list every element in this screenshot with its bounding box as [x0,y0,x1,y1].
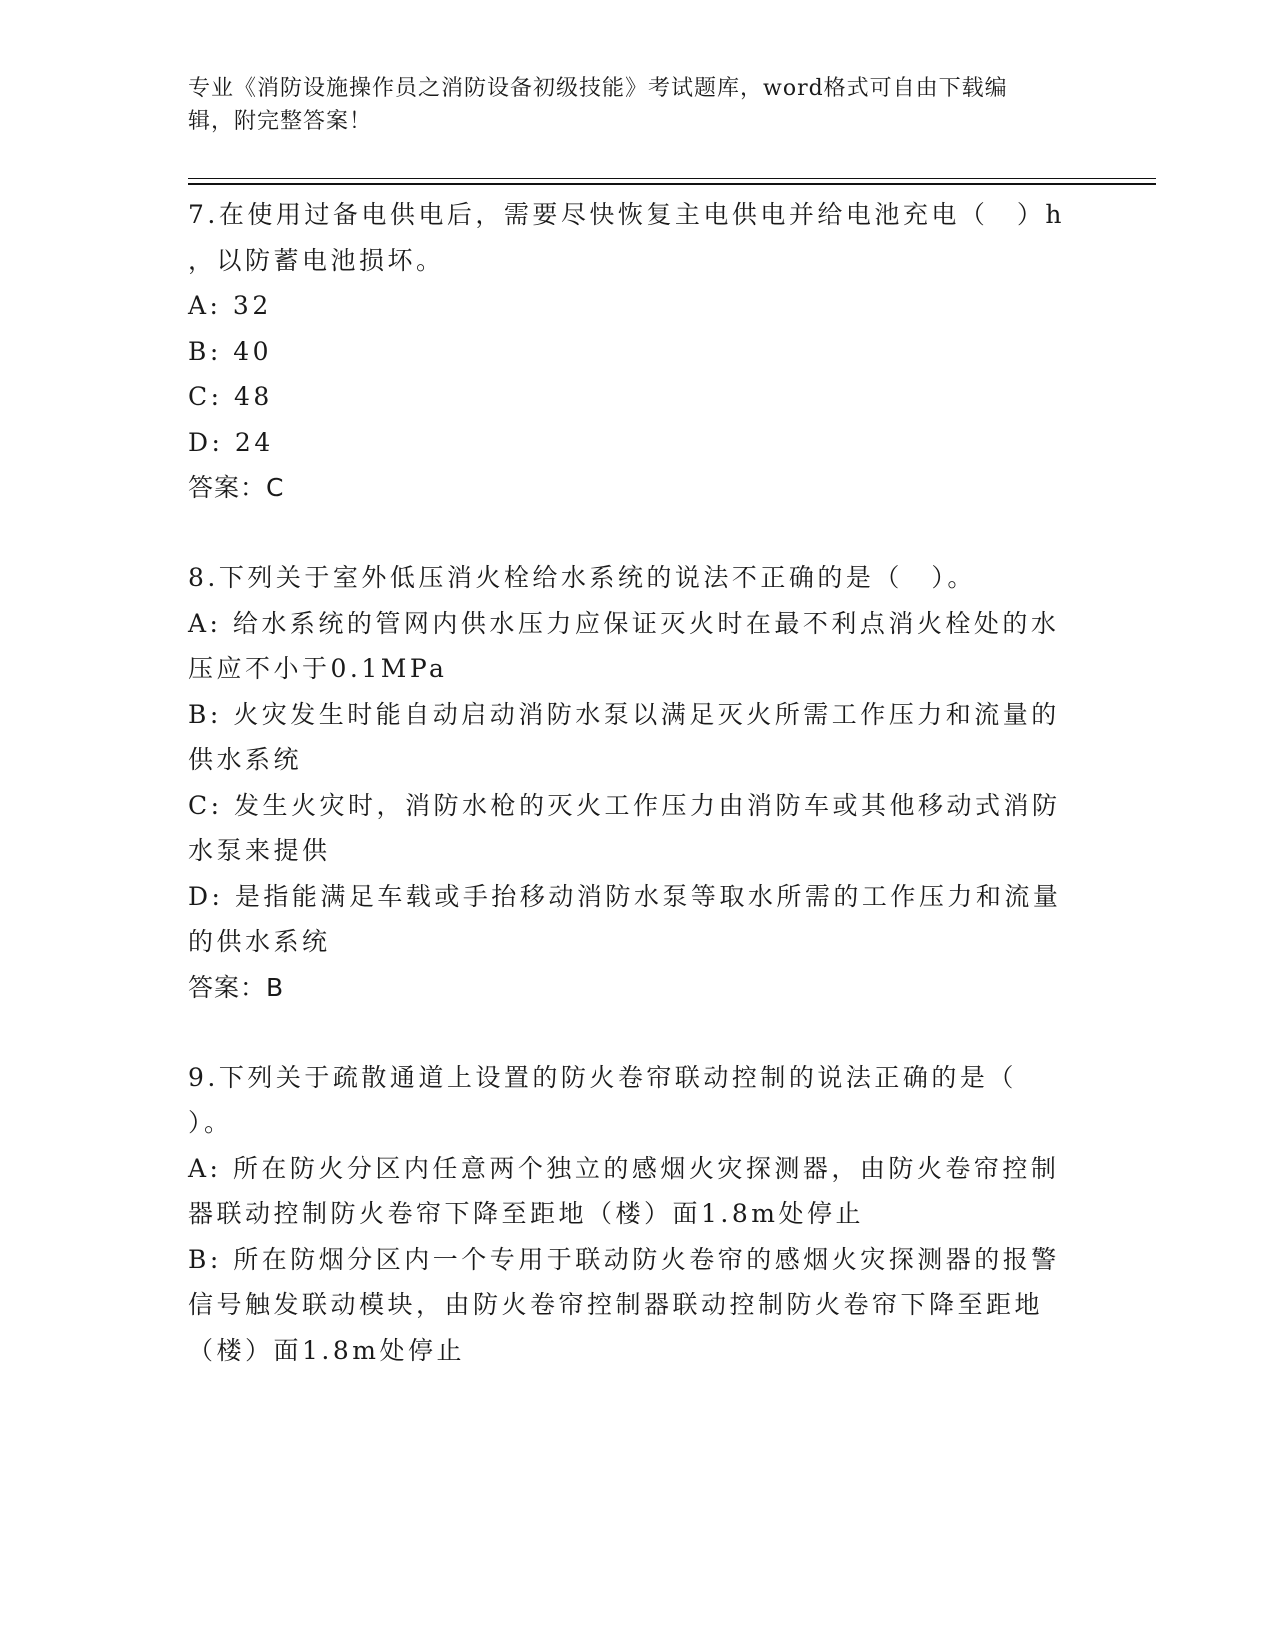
question-gap [188,510,1088,555]
question-gap [188,1010,1088,1055]
question-8-option-d-line-1: D: 是指能满足车载或手抬移动消防水泵等取水所需的工作压力和流量 [188,881,1062,911]
document-header [188,72,1068,138]
header-line-2: 辑，附完整答案！ [188,109,373,134]
question-7-stem-line-1: 7.在使用过备电供电后，需要尽快恢复主电供电并给电池充电（ ）h [188,200,1065,229]
question-7 [188,192,1088,510]
question-9-option-b-line-1: B: 所在防烟分区内一个专用于联动防火卷帘的感烟火灾探测器的报警 [188,1244,1060,1274]
question-7-answer: 答案：C [188,473,285,502]
question-9-stem-line-1: 9.下列关于疏散通道上设置的防火卷帘联动控制的说法正确的是（ [188,1062,1017,1092]
question-7-option-d: D: 24 [188,427,274,457]
question-9-option-b-line-2: 信号触发联动模块，由防火卷帘控制器联动控制防火卷帘下降至距地 [188,1290,1044,1319]
question-9-option-a-line-1: A: 所在防火分区内任意两个独立的感烟火灾探测器，由防火卷帘控制 [188,1153,1060,1183]
question-8-option-d-line-2: 的供水系统 [188,927,331,956]
question-8 [188,555,1088,1010]
header-divider-thin [188,178,1156,179]
question-9 [188,1055,1088,1374]
question-8-option-c-line-1: C: 发生火灾时，消防水枪的灭火工作压力由消防车或其他移动式消防 [188,790,1061,820]
question-8-stem: 8.下列关于室外低压消火栓给水系统的说法不正确的是（ ）。 [188,563,976,592]
question-9-option-a-line-2: 器联动控制防火卷帘下降至距地（楼）面1.8m处停止 [188,1199,864,1228]
question-7-option-a: A: 32 [188,291,272,320]
question-8-option-b-line-2: 供水系统 [188,745,303,774]
question-7-stem-line-2: ，以防蓄电池损坏。 [188,245,445,275]
question-8-option-a-line-2: 压应不小于0.1MPa [188,654,448,683]
question-8-option-b-line-1: B: 火灾发生时能自动启动消防水泵以满足灭火所需工作压力和流量的 [188,699,1060,729]
header-divider-thick [188,183,1156,185]
question-8-option-a-line-1: A: 给水系统的管网内供水压力应保证灭火时在最不利点消火栓处的水 [188,608,1060,638]
header-line-1: 专业《消防设施操作员之消防设备初级技能》考试题库，word格式可自由下载编 [188,76,1008,101]
question-8-option-c-line-2: 水泵来提供 [188,836,331,865]
question-9-option-b-line-3: （楼）面1.8m处停止 [188,1335,465,1365]
question-list [188,192,1088,1373]
question-7-option-c: C: 48 [188,382,273,411]
question-7-option-b: B: 40 [188,336,273,366]
question-9-stem-line-2: ）。 [188,1108,233,1137]
question-8-answer: 答案：B [188,972,285,1002]
